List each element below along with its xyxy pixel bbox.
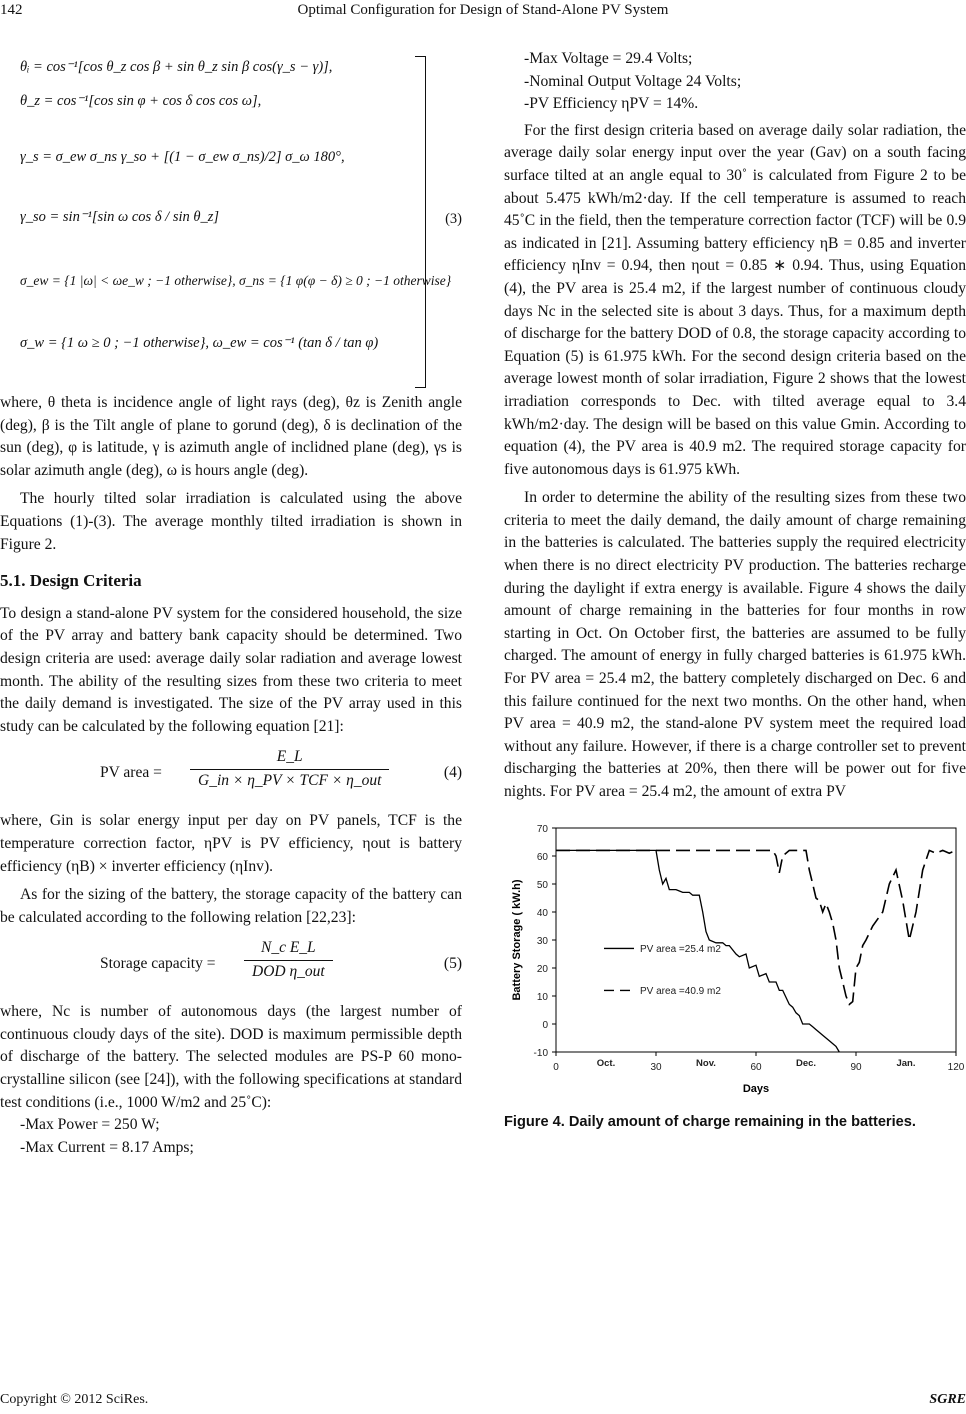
x-tick-label: 0 xyxy=(553,1061,559,1073)
page-number: 142 xyxy=(0,2,23,18)
equation-4-denominator: G_in × η_PV × TCF × η_out xyxy=(198,771,382,789)
y-tick-label: 30 xyxy=(536,935,548,947)
design-paragraph: To design a stand-alone PV system for the considered household, the size of the PV array and battery bank capacity should be determined. Two design criteria are used: average daily solar radiation and average lowest month. The ability of the resulting sizes from these two criteria to meet the daily demand is investigated. The size of the PV array used in this study can be calculated by the following equation [21]: xyxy=(0,604,462,735)
section-heading: 5.1. Design Criteria xyxy=(0,571,142,591)
journal-name: SGRE xyxy=(929,1392,966,1407)
equation-4 xyxy=(0,738,462,810)
y-tick-label: 20 xyxy=(536,963,548,975)
y-tick-label: 40 xyxy=(536,907,548,919)
month-label: Jan. xyxy=(896,1057,916,1069)
running-title: Optimal Configuration for Design of Stand-Alone PV System xyxy=(297,2,669,18)
where-5-paragraph: where, Nc is number of autonomous days (the largest number of continuous cloudy days of the site). DOD is maximum permissible depth of discharge of the battery. The selected modules are PS-P 60 mono-crystalline silicon (see [24]), with the following specifications at standard test conditions (i.e., 1000 W/m2 and 25˚C): xyxy=(0,1003,462,1111)
equation-3-line: σ_ew = {1 |ω| < ωe_w ; −1 otherwise}, σ_ns = {1 φ(φ − δ) ≥ 0 ; −1 otherwise} xyxy=(20,273,452,288)
x-tick-label: 30 xyxy=(650,1061,662,1073)
x-tick-label: 60 xyxy=(750,1061,762,1073)
equation-4-numerator: E_L xyxy=(190,746,389,770)
copyright: Copyright © 2012 SciRes. xyxy=(0,1392,149,1407)
equation-5 xyxy=(0,929,462,1001)
y-tick-label: 50 xyxy=(536,879,548,891)
y-tick-label: -10 xyxy=(533,1047,548,1059)
equation-5-fraction xyxy=(244,937,333,983)
equation-brace xyxy=(415,56,426,388)
y-tick-label: 60 xyxy=(536,851,548,863)
equation-3-line: γ_so = sin⁻¹[sin ω cos δ / sin θ_z] xyxy=(20,209,220,225)
equation-5-lhs: Storage capacity = xyxy=(100,955,216,973)
figure-4 xyxy=(504,820,966,1134)
x-tick-label: 120 xyxy=(947,1061,965,1073)
legend-entry: PV area =40.9 m2 xyxy=(640,985,721,997)
equation-3-line: γ_s = σ_ew σ_ns γ_so + [(1 − σ_ew σ_ns)/2] σ_ω 180°, xyxy=(20,149,345,165)
where-4-paragraph: where, Gin is solar energy input per day on PV panels, TCF is the temperature correction factor, ηPV is PV efficiency, ηout is battery efficiency (ηB) × inverter efficiency (ηInv). xyxy=(0,812,462,875)
equation-5-numerator: N_c E_L xyxy=(244,937,333,961)
equation-3-block xyxy=(0,48,462,388)
equation-5-denominator: DOD η_out xyxy=(252,962,325,980)
equation-3-line: θᵢ = cos⁻¹[cos θ_z cos β + sin θ_z sin β cos(γ_s − γ)], xyxy=(20,59,333,75)
second-criteria-paragraph: In order to determine the ability of the resulting sizes from these two criteria to meet the daily demand, the daily amount of charge remaining in the batteries is calculated. The batteries supply the required electricity when there is no direct electricity PV production. The batteries recharge during the daylight if extra energy is available. Figure 4 shows the daily amount of charge remaining in the batteries for four months in row starting in Oct. On October first, the batteries are assumed to be fully charged. The amount of energy in fully charged batteries is 61.975 kWh. For PV area = 25.4 m2, the battery completely discharged on Dec. 6 and this failure continued for the next two months. On the other hand, when PV area = 40.9 m2, the stand-alone PV system meet the required load without any failure. However, if there is a charge controller set to prevent discharging the batteries at 20%, then there will be power out for five nights. For PV area = 25.4 m2, the amount of extra PV xyxy=(504,489,966,800)
where-paragraph: where, θ theta is incidence angle of light rays (deg), θz is Zenith angle (deg), β is the Tilt angle of plane to gorund (deg), δ is declination of the sun (deg), φ is latitude, γ is azimuth angle of inclidned plane (deg), γs is solar azimuth angle (deg), ω is hours angle (deg). xyxy=(0,394,462,479)
spec-max-power: -Max Power = 250 W; xyxy=(20,1116,160,1134)
month-label: Oct. xyxy=(596,1057,616,1069)
spec-pv-efficiency: -PV Efficiency ηPV = 14%. xyxy=(524,95,699,113)
x-tick-label: 90 xyxy=(850,1061,862,1073)
plot-frame xyxy=(556,828,956,1052)
right-column xyxy=(504,48,966,1134)
hourly-paragraph: The hourly tilted solar irradiation is calculated using the above Equations (1)-(3). The average monthly tilted irradiation is shown in Figure 2. xyxy=(0,490,462,553)
equation-3-line: θ_z = cos⁻¹[cos sin φ + cos δ cos cos ω], xyxy=(20,93,262,109)
equation-4-lhs: PV area = xyxy=(100,764,162,782)
left-column xyxy=(0,48,462,1159)
equation-5-number: (5) xyxy=(443,955,462,973)
chart-legend xyxy=(604,943,721,996)
figure-caption: Figure 4. Daily amount of charge remaining in the batteries. xyxy=(504,1114,916,1131)
spec-max-voltage: -Max Voltage = 29.4 Volts; xyxy=(524,50,693,67)
first-criteria-paragraph: For the first design criteria based on average daily solar radiation, the average daily solar energy input over the year (Gav) on a south facing surface tilted at an angle equal to 30˚ is calculated from Figure 2 to be about 5.475 kWh/m2·day. If the cell temperature is assumed to reach 45˚C in the field, then the temperature correction factor (TCF) will be 0.9 as indicated in [21]. Assuming battery efficiency ηB = 0.85 and inverter efficiency ηInv = 0.94, then ηout = 0.85 ∗ 0.94. Thus, using Equation (4), the PV area is 25.4 m2, if the largest number of continuous cloudy days Nc in the selected site is about 3 days. Thus, for a maximum depth of discharge for the battery DOD of 0.8, the storage capacity according to Equation (5) is 61.975 kWh. For the second design criteria based on the average lowest month of solar irradiation, Figure 2 shows that the lowest irradiation corresponds to Dec. with tilted average equal to 3.4 kWh/m2·day. The design will be based on this value Gmin. According to equation (4), the PV area is 40.9 m2. The required storage capacity for five autonomous days is 61.975 kWh. xyxy=(504,121,966,478)
equation-4-number: (4) xyxy=(443,764,462,782)
series-line-2 xyxy=(556,850,956,1004)
chart-marks xyxy=(556,850,956,1052)
spec-nominal-voltage: -Nominal Output Voltage 24 Volts; xyxy=(524,72,742,90)
y-tick-label: 70 xyxy=(536,823,548,835)
equation-3-number: (3) xyxy=(445,211,462,227)
month-label: Nov. xyxy=(696,1057,716,1069)
legend-entry: PV area =25.4 m2 xyxy=(640,943,721,955)
y-tick-label: 10 xyxy=(536,991,548,1003)
equation-4-fraction xyxy=(190,746,389,792)
chart-axes xyxy=(511,824,965,1095)
x-axis-label: Days xyxy=(742,1082,770,1095)
battery-paragraph: As for the sizing of the battery, the storage capacity of the battery can be calculated according to the following relation [22,23]: xyxy=(0,886,462,926)
spec-max-current: -Max Current = 8.17 Amps; xyxy=(20,1138,194,1156)
battery-storage-chart xyxy=(504,820,966,1096)
equation-3-line: σ_w = {1 ω ≥ 0 ; −1 otherwise}, ω_ew = cos⁻¹ (tan δ / tan φ) xyxy=(20,335,379,351)
month-label: Dec. xyxy=(795,1057,817,1069)
y-axis-label: Battery Storage ( kW.h) xyxy=(511,879,523,1001)
y-tick-label: 0 xyxy=(542,1019,548,1031)
